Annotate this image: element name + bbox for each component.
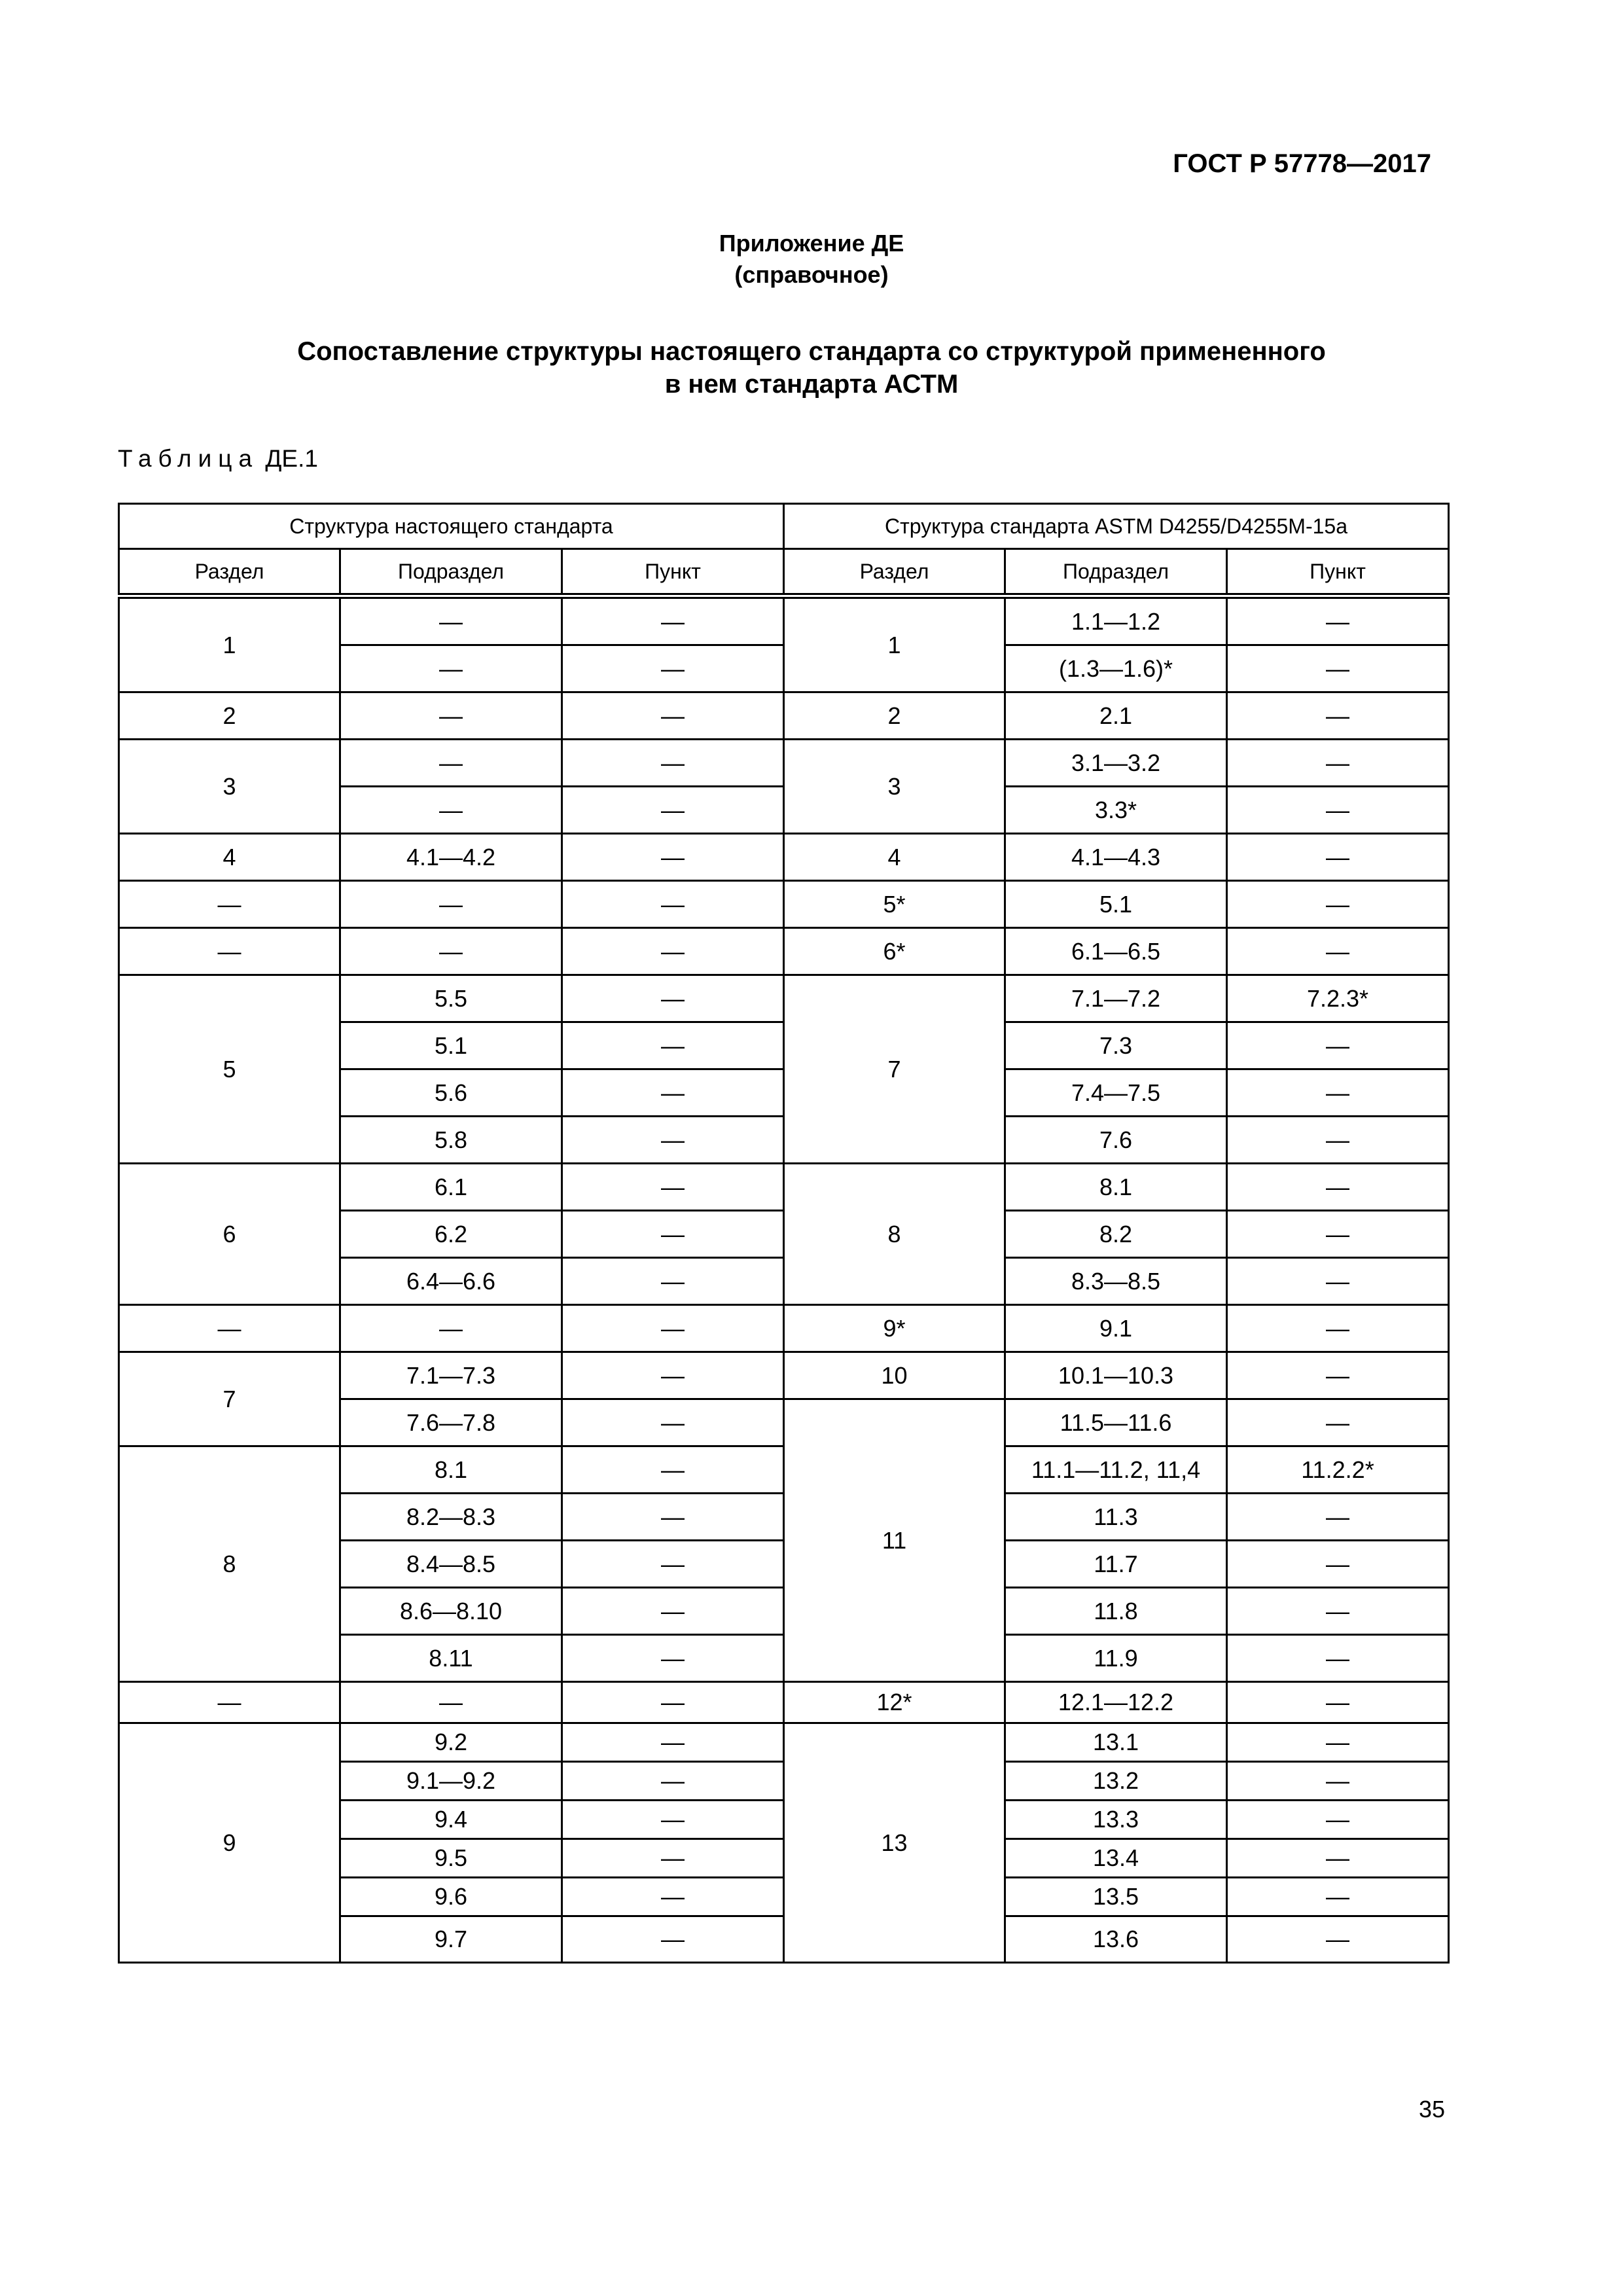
table-cell: 4.1—4.2 — [340, 834, 562, 881]
table-cell: 7 — [784, 975, 1005, 1164]
table-cell: 7.6 — [1005, 1117, 1227, 1164]
column-header: Раздел — [784, 549, 1005, 596]
appendix-title: Приложение ДЕ — [719, 230, 904, 257]
table-caption-number: ДЕ.1 — [265, 445, 318, 472]
table-row — [119, 596, 1449, 645]
table-cell: — — [1227, 740, 1449, 787]
table-cell: — — [562, 1801, 784, 1839]
table-cell: — — [340, 787, 562, 834]
table-cell: 3 — [784, 740, 1005, 834]
table-cell: 13.5 — [1005, 1878, 1227, 1916]
table-cell: 9.5 — [340, 1839, 562, 1878]
table-cell: 12* — [784, 1682, 1005, 1723]
table-column-header-row — [119, 549, 1449, 596]
table-cell: 6.4—6.6 — [340, 1258, 562, 1305]
table-cell: — — [562, 881, 784, 928]
table-cell: 4.1—4.3 — [1005, 834, 1227, 881]
table-cell: — — [119, 881, 340, 928]
table-cell: 5.1 — [1005, 881, 1227, 928]
table-cell: — — [1227, 1588, 1449, 1635]
table-cell: — — [1227, 1762, 1449, 1801]
table-cell: 2 — [784, 692, 1005, 740]
table-cell: — — [562, 1635, 784, 1682]
table-cell: 9.7 — [340, 1916, 562, 1963]
table-cell: 6.1—6.5 — [1005, 928, 1227, 975]
table-cell: — — [340, 645, 562, 692]
table-cell: 9* — [784, 1305, 1005, 1352]
table-cell: 3 — [119, 740, 340, 834]
table-cell: — — [562, 692, 784, 740]
table-cell: — — [340, 881, 562, 928]
table-cell: 13.4 — [1005, 1839, 1227, 1878]
table-row — [119, 1164, 1449, 1211]
table-cell: — — [562, 787, 784, 834]
table-cell: 8.2—8.3 — [340, 1494, 562, 1541]
table-cell: 1 — [784, 596, 1005, 692]
table-cell: 10.1—10.3 — [1005, 1352, 1227, 1399]
table-cell: 7.2.3* — [1227, 975, 1449, 1022]
table-cell: — — [562, 1305, 784, 1352]
table-cell: — — [1227, 834, 1449, 881]
table-cell: 1.1—1.2 — [1005, 596, 1227, 645]
table-caption — [118, 445, 318, 473]
table-cell: — — [562, 1164, 784, 1211]
table-cell: 9.1 — [1005, 1305, 1227, 1352]
table-cell: 5.1 — [340, 1022, 562, 1069]
table-cell: — — [1227, 787, 1449, 834]
table-cell: — — [1227, 1399, 1449, 1446]
table-cell: — — [562, 834, 784, 881]
table-cell: 4 — [784, 834, 1005, 881]
table-caption-word: Таблица — [118, 445, 259, 472]
table-cell: 11.9 — [1005, 1635, 1227, 1682]
table-cell: 8 — [119, 1446, 340, 1682]
appendix-note: (справочное) — [734, 261, 889, 288]
table-cell: — — [562, 1723, 784, 1762]
table-cell: — — [340, 740, 562, 787]
table-cell: 8.2 — [1005, 1211, 1227, 1258]
table-cell: — — [562, 975, 784, 1022]
table-cell: 6 — [119, 1164, 340, 1305]
table-cell: — — [562, 1541, 784, 1588]
table-cell: — — [1227, 1022, 1449, 1069]
table-cell: — — [562, 1588, 784, 1635]
table-cell: — — [1227, 692, 1449, 740]
page-title-line-2: в нем стандарта АСТМ — [664, 370, 959, 399]
table-cell: — — [340, 1682, 562, 1723]
table-cell: 7.3 — [1005, 1022, 1227, 1069]
column-header: Пункт — [1227, 549, 1449, 596]
table-cell: — — [1227, 1541, 1449, 1588]
table-cell: 11.7 — [1005, 1541, 1227, 1588]
page-title-line-1: Сопоставление структуры настоящего стандарта со структурой примененного — [297, 337, 1326, 366]
column-header: Пункт — [562, 549, 784, 596]
table-cell: 7.6—7.8 — [340, 1399, 562, 1446]
table-cell: 6.2 — [340, 1211, 562, 1258]
table-cell: 7.4—7.5 — [1005, 1069, 1227, 1117]
table-row — [119, 740, 1449, 787]
table-cell: 6* — [784, 928, 1005, 975]
table-cell: — — [562, 1211, 784, 1258]
table-cell: — — [1227, 1069, 1449, 1117]
table-cell: — — [340, 692, 562, 740]
table-row — [119, 928, 1449, 975]
table-cell: 4 — [119, 834, 340, 881]
table-cell: 2 — [119, 692, 340, 740]
table-row — [119, 881, 1449, 928]
group-header-astm-standard: Структура стандарта ASTM D4255/D4255M-15a — [784, 504, 1449, 549]
table-cell: 9.4 — [340, 1801, 562, 1839]
table-row — [119, 1723, 1449, 1762]
column-header: Раздел — [119, 549, 340, 596]
table-cell: — — [1227, 1635, 1449, 1682]
table-cell: — — [562, 740, 784, 787]
table-cell: — — [1227, 881, 1449, 928]
table-cell: — — [1227, 596, 1449, 645]
table-cell: — — [562, 1069, 784, 1117]
table-cell: — — [562, 1022, 784, 1069]
table-cell: — — [562, 1446, 784, 1494]
table-cell: 13.1 — [1005, 1723, 1227, 1762]
table-cell: 6.1 — [340, 1164, 562, 1211]
table-cell: 5 — [119, 975, 340, 1164]
table-cell: — — [1227, 1352, 1449, 1399]
table-cell: 9.1—9.2 — [340, 1762, 562, 1801]
table-cell: — — [340, 928, 562, 975]
table-cell: 8.3—8.5 — [1005, 1258, 1227, 1305]
table-row — [119, 1352, 1449, 1399]
page-number: 35 — [1418, 2096, 1445, 2123]
table-cell: — — [1227, 1211, 1449, 1258]
table-cell: 8.11 — [340, 1635, 562, 1682]
table-row — [119, 1305, 1449, 1352]
table-cell: — — [1227, 1878, 1449, 1916]
table-cell: — — [1227, 1801, 1449, 1839]
table-cell: — — [1227, 1839, 1449, 1878]
table-cell: 7.1—7.3 — [340, 1352, 562, 1399]
table-cell: — — [340, 1305, 562, 1352]
table-cell: — — [562, 928, 784, 975]
table-cell: 8 — [784, 1164, 1005, 1305]
column-header: Подраздел — [340, 549, 562, 596]
table-cell: — — [562, 1352, 784, 1399]
table-cell: 10 — [784, 1352, 1005, 1399]
table-cell: 11.8 — [1005, 1588, 1227, 1635]
table-cell: 3.1—3.2 — [1005, 740, 1227, 787]
table-cell: 13 — [784, 1723, 1005, 1963]
table-cell: 5.6 — [340, 1069, 562, 1117]
table-cell: 11.1—11.2, 11,4 — [1005, 1446, 1227, 1494]
table-cell: 8.6—8.10 — [340, 1588, 562, 1635]
table-cell: — — [119, 1305, 340, 1352]
table-group-header-row — [119, 504, 1449, 549]
table-row — [119, 975, 1449, 1022]
table-cell: 13.2 — [1005, 1762, 1227, 1801]
table-cell: 8.1 — [1005, 1164, 1227, 1211]
comparison-table — [118, 503, 1450, 1964]
table-cell: 11.2.2* — [1227, 1446, 1449, 1494]
table-cell: 13.6 — [1005, 1916, 1227, 1963]
table-cell: 11.3 — [1005, 1494, 1227, 1541]
table-cell: — — [562, 1916, 784, 1963]
table-row — [119, 692, 1449, 740]
table-cell: — — [1227, 1117, 1449, 1164]
table-cell: 11.5—11.6 — [1005, 1399, 1227, 1446]
table-cell: 5.5 — [340, 975, 562, 1022]
table-cell: 12.1—12.2 — [1005, 1682, 1227, 1723]
table-cell: 1 — [119, 596, 340, 692]
table-cell: — — [1227, 928, 1449, 975]
table-cell: 11 — [784, 1399, 1005, 1682]
table-cell: — — [562, 1682, 784, 1723]
table-cell: (1.3—1.6)* — [1005, 645, 1227, 692]
table-cell: — — [562, 1762, 784, 1801]
table-cell: 5.8 — [340, 1117, 562, 1164]
table-cell: — — [562, 596, 784, 645]
table-cell: — — [562, 1839, 784, 1878]
table-cell: — — [562, 1117, 784, 1164]
table-cell: — — [562, 1399, 784, 1446]
table-cell: 9.2 — [340, 1723, 562, 1762]
table-cell: 2.1 — [1005, 692, 1227, 740]
table-cell: 5* — [784, 881, 1005, 928]
table-cell: — — [340, 596, 562, 645]
table-cell: 7.1—7.2 — [1005, 975, 1227, 1022]
table-cell: — — [119, 1682, 340, 1723]
table-cell: 3.3* — [1005, 787, 1227, 834]
table-cell: — — [1227, 1164, 1449, 1211]
group-header-current-standard: Структура настоящего стандарта — [119, 504, 784, 549]
table-cell: — — [1227, 1494, 1449, 1541]
column-header: Подраздел — [1005, 549, 1227, 596]
table-cell: 13.3 — [1005, 1801, 1227, 1839]
table-cell: — — [1227, 1258, 1449, 1305]
table-cell: — — [1227, 1916, 1449, 1963]
table-cell: 7 — [119, 1352, 340, 1446]
table-cell: — — [1227, 1723, 1449, 1762]
table-cell: — — [562, 1494, 784, 1541]
table-cell: — — [119, 928, 340, 975]
table-cell: 8.4—8.5 — [340, 1541, 562, 1588]
table-cell: — — [562, 1878, 784, 1916]
table-cell: 8.1 — [340, 1446, 562, 1494]
table-cell: 9 — [119, 1723, 340, 1963]
table-cell: — — [1227, 645, 1449, 692]
table-row — [119, 834, 1449, 881]
table-cell: — — [562, 1258, 784, 1305]
document-code: ГОСТ Р 57778—2017 — [1173, 149, 1431, 178]
table-cell: 9.6 — [340, 1878, 562, 1916]
table-cell: — — [562, 645, 784, 692]
table-cell: — — [1227, 1682, 1449, 1723]
table-cell: — — [1227, 1305, 1449, 1352]
table-row — [119, 1682, 1449, 1723]
